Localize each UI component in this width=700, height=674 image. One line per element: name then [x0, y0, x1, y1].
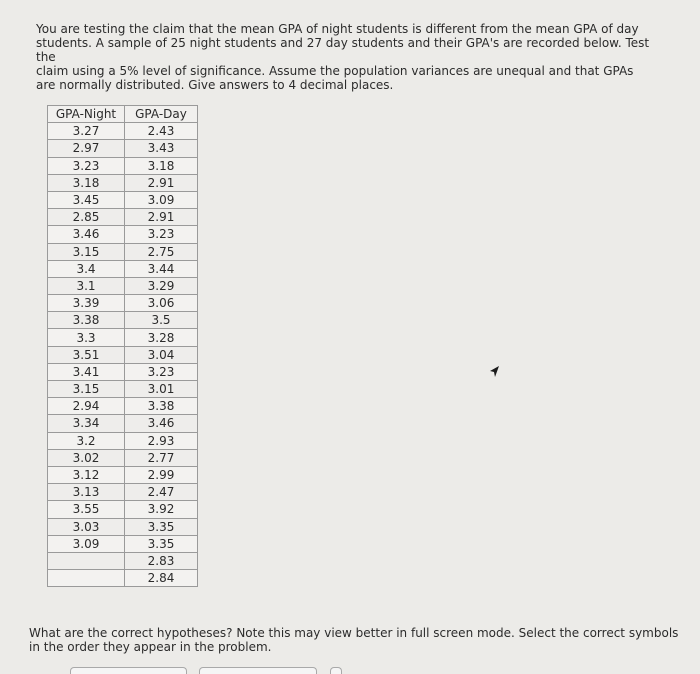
- table-row: [48, 415, 198, 432]
- header-gpa-day: GPA-Day: [125, 106, 198, 123]
- gpa-night-cell: 3.4: [48, 260, 125, 277]
- table-row: [48, 398, 198, 415]
- gpa-night-cell: 2.85: [48, 209, 125, 226]
- table-row: [48, 518, 198, 535]
- table-body: [48, 123, 198, 587]
- gpa-day-cell: 3.06: [125, 295, 198, 312]
- table-row: [48, 432, 198, 449]
- gpa-night-cell: 3.38: [48, 312, 125, 329]
- gpa-night-cell: 3.03: [48, 518, 125, 535]
- gpa-night-cell: 3.12: [48, 466, 125, 483]
- gpa-day-cell: 2.84: [125, 570, 198, 587]
- table-row: [48, 552, 198, 569]
- table-row: [48, 191, 198, 208]
- header-gpa-night: GPA-Night: [48, 106, 125, 123]
- gpa-day-cell: 3.38: [125, 398, 198, 415]
- gpa-day-cell: 3.23: [125, 226, 198, 243]
- gpa-day-cell: 2.75: [125, 243, 198, 260]
- gpa-night-cell: 3.46: [48, 226, 125, 243]
- gpa-day-cell: 3.35: [125, 535, 198, 552]
- table-row: [48, 363, 198, 380]
- gpa-day-cell: 3.29: [125, 277, 198, 294]
- gpa-day-cell: 3.23: [125, 363, 198, 380]
- table-row: [48, 466, 198, 483]
- gpa-day-cell: 3.09: [125, 191, 198, 208]
- table-row: [48, 484, 198, 501]
- table-row: [48, 174, 198, 191]
- gpa-night-cell: 3.34: [48, 415, 125, 432]
- gpa-night-cell: 3.18: [48, 174, 125, 191]
- gpa-day-cell: 3.44: [125, 260, 198, 277]
- gpa-day-cell: 2.91: [125, 209, 198, 226]
- gpa-night-cell: 3.09: [48, 535, 125, 552]
- table-header-row: [48, 106, 198, 123]
- table-row: [48, 449, 198, 466]
- question-text: [36, 22, 666, 92]
- table-row: [48, 243, 198, 260]
- table-row: [48, 312, 198, 329]
- table-row: [48, 381, 198, 398]
- gpa-day-cell: 2.83: [125, 552, 198, 569]
- gpa-day-cell: 2.77: [125, 449, 198, 466]
- table-row: [48, 157, 198, 174]
- gpa-day-cell: 3.01: [125, 381, 198, 398]
- gpa-day-cell: 2.43: [125, 123, 198, 140]
- gpa-night-cell: 3.45: [48, 191, 125, 208]
- gpa-day-cell: 3.28: [125, 329, 198, 346]
- question-line-4: are normally distributed. Give answers to 4 decimal places.: [36, 78, 394, 92]
- gpa-night-cell: 3.1: [48, 277, 125, 294]
- table-row: [48, 277, 198, 294]
- gpa-day-cell: 2.91: [125, 174, 198, 191]
- table-row: [48, 123, 198, 140]
- gpa-night-cell: [48, 552, 125, 569]
- gpa-night-cell: 3.39: [48, 295, 125, 312]
- table-row: [48, 570, 198, 587]
- gpa-day-cell: 3.46: [125, 415, 198, 432]
- gpa-day-cell: 3.43: [125, 140, 198, 157]
- gpa-day-cell: 3.18: [125, 157, 198, 174]
- gpa-day-cell: 2.93: [125, 432, 198, 449]
- table-row: [48, 295, 198, 312]
- gpa-night-cell: 2.97: [48, 140, 125, 157]
- gpa-data-table: [47, 105, 198, 587]
- table-row: [48, 140, 198, 157]
- gpa-night-cell: 3.2: [48, 432, 125, 449]
- gpa-night-cell: 3.13: [48, 484, 125, 501]
- gpa-day-cell: 3.5: [125, 312, 198, 329]
- question-line-2: students. A sample of 25 night students and 27 day students and their GPA's are recorded below. Test the: [36, 36, 650, 64]
- gpa-day-cell: 3.92: [125, 501, 198, 518]
- gpa-night-cell: 3.41: [48, 363, 125, 380]
- table-row: [48, 260, 198, 277]
- table-row: [48, 535, 198, 552]
- gpa-night-cell: 3.15: [48, 243, 125, 260]
- gpa-night-cell: 3.23: [48, 157, 125, 174]
- question-line-3: claim using a 5% level of significance. Assume the population variances are unequal and that GPAs: [36, 64, 634, 78]
- table-row: [48, 329, 198, 346]
- table-row: [48, 226, 198, 243]
- gpa-night-cell: 3.15: [48, 381, 125, 398]
- gpa-day-cell: 3.35: [125, 518, 198, 535]
- gpa-night-cell: 3.02: [48, 449, 125, 466]
- gpa-night-cell: 2.94: [48, 398, 125, 415]
- table-row: [48, 501, 198, 518]
- hypotheses-prompt: [29, 626, 679, 654]
- gpa-night-cell: 3.3: [48, 329, 125, 346]
- hypotheses-line-2: in the order they appear in the problem.: [29, 640, 272, 654]
- question-line-1: You are testing the claim that the mean GPA of night students is different from the mean GPA of day: [36, 22, 639, 36]
- gpa-night-cell: 3.27: [48, 123, 125, 140]
- table-row: [48, 209, 198, 226]
- mouse-cursor-icon: [488, 365, 500, 379]
- gpa-night-cell: [48, 570, 125, 587]
- gpa-night-cell: 3.51: [48, 346, 125, 363]
- table-row: [48, 346, 198, 363]
- gpa-day-cell: 2.99: [125, 466, 198, 483]
- gpa-day-cell: 3.04: [125, 346, 198, 363]
- gpa-night-cell: 3.55: [48, 501, 125, 518]
- gpa-day-cell: 2.47: [125, 484, 198, 501]
- hypotheses-line-1: What are the correct hypotheses? Note this may view better in full screen mode. Select the correct symbols: [29, 626, 679, 640]
